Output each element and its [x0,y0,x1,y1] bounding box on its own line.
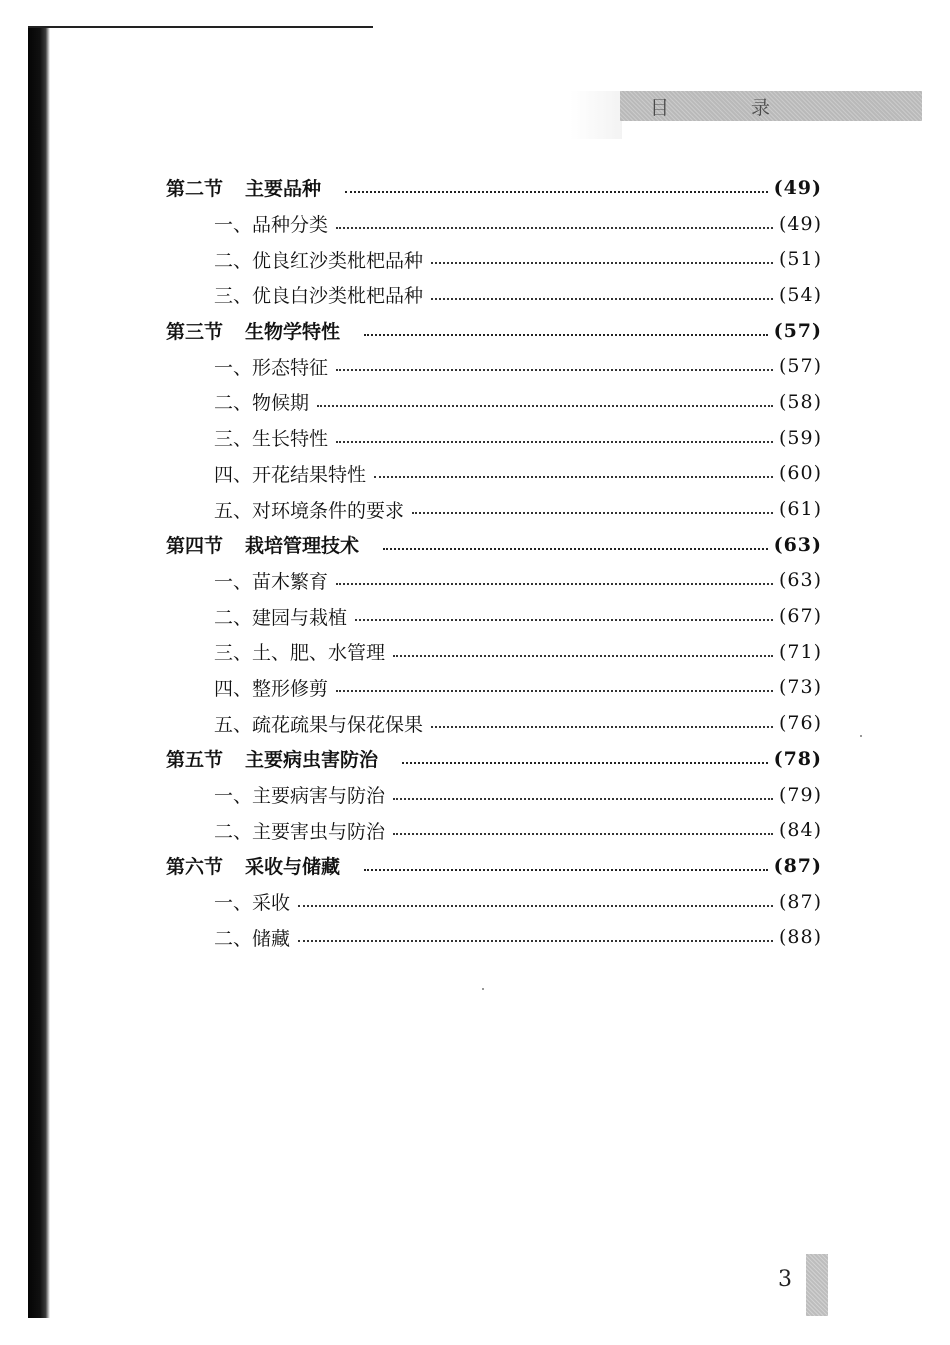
toc-subsection-row [166,884,822,920]
toc-entry-label: 一、苗木繁育 [214,570,329,593]
toc-entry-label: 三、土、肥、水管理 [214,642,386,665]
toc-page-number: (61) [778,498,822,521]
toc-page-number: (67) [778,605,822,628]
toc-entry-label: 三、生长特性 [214,428,329,451]
page-edge-line [28,26,373,28]
dot-leader [336,690,773,692]
toc-entry-label: 一、品种分类 [214,214,329,237]
table-of-contents [166,170,822,955]
toc-section-row [166,741,822,777]
toc-page-number: (57) [773,319,822,342]
section-number: 第六节 [166,856,224,879]
toc-entry-label [166,852,346,879]
toc-entry-label: 五、对环境条件的要求 [214,499,405,522]
toc-page-number: (54) [778,283,822,306]
toc-page-number: (49) [773,176,822,199]
toc-subsection-row [166,420,822,456]
page-number-tab [806,1254,828,1316]
toc-entry-label: 二、储藏 [214,927,291,950]
toc-page-number: (51) [778,248,822,271]
dot-leader [393,798,773,800]
dot-leader [431,726,773,728]
dot-leader [364,334,768,336]
toc-subsection-row [166,670,822,706]
dot-leader [431,298,773,300]
section-title: 主要病虫害防治 [245,749,379,772]
toc-section-row [166,313,822,349]
toc-subsection-row [166,456,822,492]
toc-entry-label: 一、采收 [214,892,291,915]
toc-entry-label: 二、建园与栽植 [214,606,348,629]
toc-page-number: (60) [778,462,822,485]
dot-leader [393,833,773,835]
dot-leader [393,655,773,657]
section-title: 生物学特性 [245,321,341,344]
section-number: 第五节 [166,749,224,772]
section-number: 第三节 [166,321,224,344]
toc-page-number: (63) [773,533,822,556]
toc-page-number: (88) [778,926,822,949]
toc-entry-label: 三、优良白沙类枇杷品种 [214,285,424,308]
section-number: 第二节 [166,178,224,201]
toc-page-number: (84) [778,819,822,842]
toc-entry-label: 一、形态特征 [214,356,329,379]
dot-leader [345,191,768,193]
book-binding-shadow [28,28,50,1318]
dot-leader [336,583,773,585]
section-number: 第四节 [166,535,224,558]
scan-speck [860,735,862,737]
toc-entry-label [166,174,327,201]
toc-subsection-row [166,634,822,670]
toc-page-number: (87) [773,854,822,877]
toc-page-number: (58) [778,390,822,413]
toc-subsection-row [166,241,822,277]
scan-speck [482,988,484,990]
toc-entry-label: 四、开花结果特性 [214,463,367,486]
toc-section-row [166,848,822,884]
dot-leader [298,940,773,942]
dot-leader [431,262,773,264]
toc-page-number: (57) [778,355,822,378]
toc-section-row [166,527,822,563]
toc-entry-label: 二、优良红沙类枇杷品种 [214,249,424,272]
section-title: 栽培管理技术 [245,535,360,558]
header-tab [620,91,922,121]
section-title: 采收与储藏 [245,856,341,879]
toc-subsection-row [166,206,822,242]
toc-subsection-row [166,491,822,527]
toc-section-row [166,170,822,206]
toc-entry-label [166,531,365,558]
toc-page-number: (59) [778,426,822,449]
toc-subsection-row [166,705,822,741]
toc-subsection-row [166,384,822,420]
dot-leader [336,369,773,371]
toc-entry-label: 五、疏花疏果与保花保果 [214,713,424,736]
toc-entry-label: 一、主要病害与防治 [214,785,386,808]
toc-subsection-row [166,348,822,384]
dot-leader [402,762,768,764]
dot-leader [336,227,773,229]
header-shade [570,91,622,139]
toc-page-number: (79) [778,783,822,806]
dot-leader [355,619,773,621]
dot-leader [298,905,773,907]
toc-entry-label: 二、主要害虫与防治 [214,820,386,843]
toc-page-number: (73) [778,676,822,699]
toc-page-number: (63) [778,569,822,592]
dot-leader [383,548,768,550]
toc-page-number: (71) [778,640,822,663]
dot-leader [374,476,773,478]
section-title: 主要品种 [245,178,322,201]
dot-leader [317,405,773,407]
toc-subsection-row [166,919,822,955]
dot-leader [364,869,768,871]
toc-subsection-row [166,277,822,313]
toc-entry-label [166,317,346,344]
page-number: 3 [778,1267,792,1292]
toc-page-number: (78) [773,747,822,770]
toc-page-number: (87) [778,890,822,913]
toc-entry-label: 二、物候期 [214,392,310,415]
toc-page-number: (76) [778,712,822,735]
header-title: 目 录 [650,96,809,119]
toc-subsection-row [166,563,822,599]
dot-leader [412,512,773,514]
toc-subsection-row [166,812,822,848]
toc-entry-label: 四、整形修剪 [214,677,329,700]
toc-subsection-row [166,777,822,813]
toc-entry-label [166,745,384,772]
dot-leader [336,441,773,443]
toc-subsection-row [166,598,822,634]
toc-page-number: (49) [778,212,822,235]
